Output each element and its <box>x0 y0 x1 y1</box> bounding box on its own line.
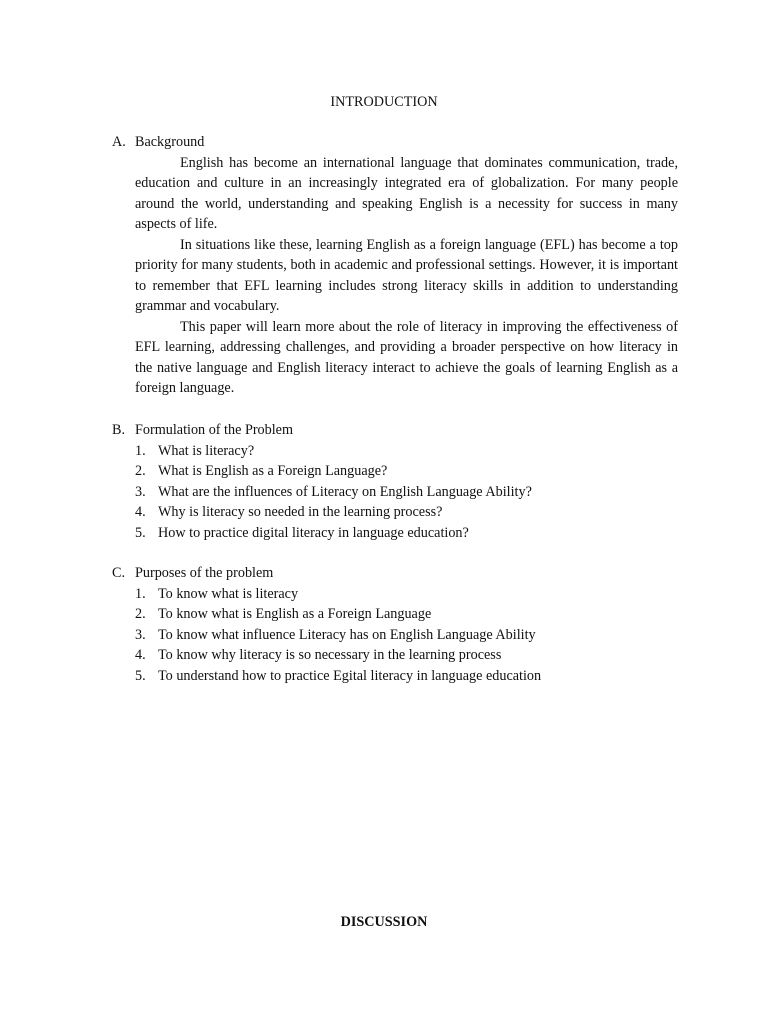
list-text: What is English as a Foreign Language? <box>158 463 388 479</box>
paragraph: This paper will learn more about the role of literacy in improving the effectiveness of EFL learning, addressing challenges, and providing a broader perspective on how literacy in the native language and English literacy interact to achieve the goals of learning English as a foreign language. <box>135 318 678 396</box>
list-text: What is literacy? <box>158 442 255 459</box>
list-number: 1. <box>135 585 146 602</box>
section-letter: B. <box>112 422 126 438</box>
section-letter: C. <box>112 565 126 581</box>
list-item <box>135 625 678 646</box>
paragraph: English has become an international language that dominates communication, trade, education and culture in an increasingly integrated era of globalization. For many people around the world, understanding and speaking English is a necessity for success in many aspects of life. <box>135 154 678 232</box>
page-title: INTRODUCTION <box>330 94 438 110</box>
list-number: 5. <box>135 524 146 541</box>
list-text: To know what is English as a Foreign Language <box>158 606 432 622</box>
next-section-heading: DISCUSSION <box>340 914 428 930</box>
list-text: Why is literacy so needed in the learning process? <box>158 504 443 520</box>
list-text: To know why literacy is so necessary in the learning process <box>158 647 502 663</box>
list-item <box>135 502 678 523</box>
section-title: Background <box>135 134 205 150</box>
section-formulation <box>112 420 678 543</box>
numbered-list <box>112 584 678 687</box>
list-text: To know what influence Literacy has on English Language Ability <box>158 626 536 643</box>
section-purposes <box>112 563 678 686</box>
list-item <box>135 666 678 687</box>
paragraph: In situations like these, learning English as a foreign language (EFL) has become a top priority for many students, both in academic and professional settings. However, it is important to remember that EFL learning includes strong literacy skills in addition to understanding grammar and vocabulary. <box>135 236 678 314</box>
list-number: 1. <box>135 442 146 459</box>
list-number: 2. <box>135 606 146 622</box>
list-text: To know what is literacy <box>158 585 299 602</box>
list-text: How to practice digital literacy in language education? <box>158 524 469 541</box>
section-heading <box>112 420 678 441</box>
list-number: 5. <box>135 667 146 684</box>
section-background <box>112 132 678 399</box>
section-letter: A. <box>112 134 126 150</box>
list-item <box>135 523 678 544</box>
list-number: 2. <box>135 463 146 479</box>
section-heading <box>112 132 678 153</box>
section-heading <box>112 563 678 584</box>
list-item <box>135 584 678 605</box>
section-title: Formulation of the Problem <box>135 422 294 438</box>
list-number: 3. <box>135 626 146 643</box>
numbered-list <box>112 441 678 544</box>
list-item <box>135 461 678 482</box>
list-item <box>135 645 678 666</box>
list-item <box>135 604 678 625</box>
list-text: What are the influences of Literacy on English Language Ability? <box>158 483 532 500</box>
list-text: To understand how to practice Egital literacy in language education <box>158 667 542 684</box>
list-item <box>135 482 678 503</box>
list-number: 4. <box>135 647 146 663</box>
list-item <box>135 441 678 462</box>
list-number: 3. <box>135 483 146 500</box>
list-number: 4. <box>135 504 146 520</box>
section-title: Purposes of the problem <box>135 565 274 581</box>
